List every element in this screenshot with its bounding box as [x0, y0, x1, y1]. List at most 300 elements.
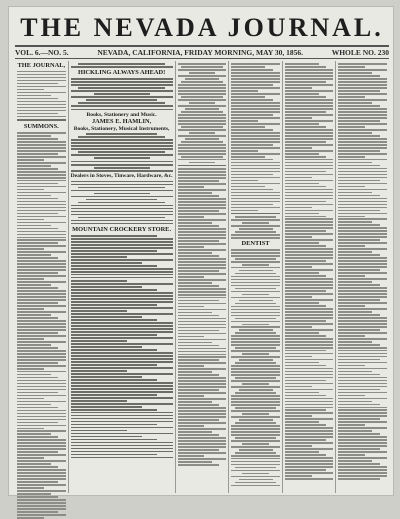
ad-listings-text: [71, 280, 173, 458]
text-line: [338, 454, 365, 456]
text-line: [71, 105, 173, 107]
text-line: [285, 269, 334, 271]
text-line: [338, 374, 379, 376]
text-line: [231, 135, 280, 137]
text-line: [71, 280, 127, 282]
text-line: [71, 343, 173, 345]
text-line: [178, 180, 219, 182]
column-rule: [178, 165, 227, 166]
ad-heading-hickling: HICKLING ALWAYS AHEAD!: [77, 69, 166, 77]
text-line: [17, 98, 58, 100]
text-line: [235, 318, 276, 320]
text-line: [338, 421, 387, 423]
text-line: [285, 377, 334, 379]
text-line: [235, 273, 276, 275]
text-line: [285, 383, 334, 385]
text-line: [17, 101, 66, 103]
text-line: [17, 159, 44, 161]
text-line: [189, 102, 216, 104]
text-line: [338, 248, 387, 250]
text-line: [231, 171, 280, 173]
text-line: [94, 157, 150, 159]
text-line: [178, 342, 212, 344]
text-line: [285, 236, 312, 238]
text-line: [178, 395, 205, 397]
text-line: [71, 184, 173, 186]
text-line: [231, 186, 265, 188]
text-line: [231, 120, 258, 122]
text-line: [178, 318, 227, 320]
text-line: [338, 308, 387, 310]
text-line: [178, 410, 227, 412]
text-line: [231, 315, 280, 317]
text-line: [178, 404, 219, 406]
text-line: [71, 319, 158, 321]
text-line: [285, 329, 334, 331]
text-line: [231, 90, 258, 92]
text-line: [285, 290, 326, 292]
text-line: [17, 242, 58, 244]
text-line: [17, 514, 66, 516]
column-5-body-text: [285, 63, 334, 480]
text-line: [231, 81, 280, 83]
text-line: [17, 508, 66, 510]
text-line: [285, 365, 326, 367]
text-line: [71, 421, 173, 423]
text-line: [17, 132, 66, 134]
text-line: [71, 96, 173, 98]
text-line: [178, 362, 227, 364]
text-line: [71, 346, 142, 348]
text-line: [338, 401, 372, 403]
text-line: [285, 204, 334, 206]
text-line: [285, 368, 334, 370]
text-line: [71, 139, 173, 141]
text-line: [231, 282, 280, 284]
text-line: [285, 132, 334, 134]
text-line: [71, 307, 173, 309]
text-line: [285, 177, 312, 179]
text-line: [285, 213, 319, 215]
text-line: [17, 320, 66, 322]
text-line: [17, 237, 66, 239]
text-line: [71, 262, 142, 264]
text-line: [285, 356, 312, 358]
text-line: [17, 219, 44, 221]
text-line: [17, 365, 66, 367]
text-line: [178, 419, 219, 421]
text-line: [178, 431, 212, 433]
text-line: [17, 165, 51, 167]
text-line: [71, 268, 173, 270]
text-line: [17, 110, 66, 112]
text-line: [231, 285, 280, 287]
text-line: [242, 222, 269, 224]
text-line: [17, 275, 66, 277]
text-line: [17, 150, 66, 152]
text-line: [17, 231, 66, 233]
text-line: [71, 382, 173, 384]
text-line: [338, 415, 387, 417]
text-line: [285, 380, 326, 382]
text-line: [231, 87, 280, 89]
text-line: [17, 475, 66, 477]
text-line: [17, 389, 66, 391]
text-line: [17, 198, 58, 200]
text-line: [178, 425, 205, 427]
text-line: [178, 171, 227, 173]
text-line: [17, 177, 66, 179]
text-line: [17, 341, 66, 343]
text-line: [178, 461, 212, 463]
text-line: [178, 237, 227, 239]
text-line: [338, 383, 387, 385]
text-line: [178, 105, 227, 107]
text-line: [17, 269, 66, 271]
text-line: [338, 266, 387, 268]
text-line: [285, 424, 326, 426]
text-line: [285, 245, 326, 247]
text-line: [285, 359, 334, 361]
text-line: [178, 365, 205, 367]
text-line: [178, 255, 219, 257]
text-line: [17, 428, 44, 430]
text-line: [338, 123, 387, 125]
text-line: [71, 406, 142, 408]
text-line: [285, 87, 312, 89]
text-line: [231, 99, 272, 101]
text-line: [71, 352, 173, 354]
text-line: [71, 349, 158, 351]
text-line: [181, 96, 222, 98]
ad-hickling-text: [71, 78, 173, 107]
text-line: [285, 221, 334, 223]
text-line: [285, 227, 334, 229]
text-line: [285, 457, 334, 459]
text-line: [231, 138, 280, 140]
text-line: [231, 386, 280, 388]
column-rule: [71, 223, 173, 224]
text-line: [71, 265, 158, 267]
text-line: [285, 299, 334, 301]
text-line: [231, 440, 280, 442]
text-line: [285, 302, 319, 304]
text-line: [285, 404, 334, 406]
text-line: [71, 90, 173, 92]
text-line: [71, 313, 173, 315]
text-line: [285, 338, 334, 340]
text-line: [338, 362, 387, 364]
text-line: [231, 464, 280, 466]
text-line: [285, 260, 326, 262]
text-line: [17, 433, 51, 435]
text-line: [338, 478, 379, 480]
text-line: [17, 162, 66, 164]
text-line: [17, 422, 58, 424]
text-line: [338, 395, 365, 397]
ad-crockery-text: [71, 235, 173, 275]
text-line: [17, 254, 51, 256]
text-line: [178, 195, 219, 197]
text-line: [17, 239, 66, 241]
text-line: [178, 234, 227, 236]
newspaper-page: [8, 6, 394, 496]
text-line: [285, 460, 334, 462]
text-line: [285, 401, 334, 403]
text-line: [285, 344, 334, 346]
text-line: [17, 469, 66, 471]
text-line: [94, 167, 150, 169]
text-line: [178, 174, 227, 176]
text-line: [17, 266, 66, 268]
text-line: [17, 377, 58, 379]
text-line: [239, 419, 273, 421]
publisher-notice-text: [17, 71, 66, 117]
text-line: [338, 347, 387, 349]
text-line: [285, 135, 334, 137]
text-line: [17, 222, 66, 224]
text-line: [17, 138, 58, 140]
text-line: [17, 153, 58, 155]
text-line: [338, 78, 387, 80]
text-line: [231, 458, 280, 460]
text-line: [178, 87, 227, 89]
text-line: [231, 63, 280, 65]
text-line: [338, 111, 387, 113]
newspaper-masthead: THE NEVADA JOURNAL.: [20, 13, 384, 42]
text-line: [178, 392, 227, 394]
text-line: [17, 487, 44, 489]
text-line: [231, 72, 280, 74]
text-line: [285, 436, 334, 438]
text-line: [285, 123, 319, 125]
text-line: [338, 326, 387, 328]
text-line: [338, 427, 387, 429]
text-line: [235, 231, 276, 233]
text-line: [338, 398, 387, 400]
text-line: [285, 198, 334, 200]
text-line: [285, 150, 334, 152]
text-line: [178, 135, 227, 137]
text-line: [17, 308, 44, 310]
text-line: [285, 96, 326, 98]
text-line: [231, 485, 280, 487]
text-line: [178, 273, 227, 275]
text-line: [17, 496, 58, 498]
text-line: [231, 446, 280, 448]
text-line: [285, 442, 334, 444]
text-line: [285, 427, 334, 429]
text-line: [78, 63, 165, 65]
text-line: [231, 105, 280, 107]
text-line: [239, 270, 273, 272]
text-line: [338, 171, 387, 173]
text-line: [231, 410, 280, 412]
text-line: [71, 274, 173, 276]
text-line: [17, 210, 66, 212]
text-line: [231, 84, 272, 86]
text-line: [17, 263, 66, 265]
text-line: [285, 296, 312, 298]
text-line: [178, 351, 227, 353]
text-line: [17, 171, 66, 173]
text-line: [338, 66, 365, 68]
text-line: [71, 424, 158, 426]
text-line: [338, 389, 379, 391]
text-line: [285, 75, 334, 77]
text-line: [231, 338, 280, 340]
text-line: [78, 136, 165, 138]
text-line: [285, 475, 312, 477]
text-line: [242, 473, 269, 475]
text-line: [17, 329, 66, 331]
text-line: [285, 69, 334, 71]
text-line: [178, 264, 227, 266]
text-line: [71, 142, 173, 144]
ad-intro-text: [71, 63, 173, 68]
text-line: [71, 170, 173, 172]
text-line: [71, 322, 173, 324]
text-line: [285, 326, 312, 328]
text-line: [17, 77, 66, 79]
text-line: [285, 469, 326, 471]
text-line: [178, 231, 227, 233]
text-line: [285, 451, 319, 453]
text-line: [338, 105, 379, 107]
text-line: [338, 99, 387, 101]
text-line: [71, 253, 173, 255]
text-line: [231, 153, 280, 155]
text-line: [338, 323, 387, 325]
text-line: [338, 442, 387, 444]
text-line: [71, 211, 173, 213]
text-line: [178, 276, 205, 278]
text-line: [338, 102, 372, 104]
text-line: [338, 141, 387, 143]
text-line: [338, 135, 379, 137]
text-line: [285, 418, 334, 420]
text-line: [231, 395, 280, 397]
text-line: [17, 83, 58, 85]
text-line: [178, 297, 227, 299]
text-line: [338, 439, 387, 441]
text-line: [178, 201, 227, 203]
text-line: [285, 371, 334, 373]
text-line: [17, 287, 58, 289]
text-line: [231, 261, 280, 263]
text-line: [178, 183, 227, 185]
text-line: [285, 147, 312, 149]
text-line: [338, 305, 365, 307]
text-line: [231, 156, 265, 158]
text-line: [231, 368, 280, 370]
dateline: [15, 47, 389, 58]
text-line: [285, 63, 319, 65]
text-line: [231, 255, 280, 257]
text-line: [17, 344, 51, 346]
text-line: [71, 304, 158, 306]
text-line: [178, 455, 205, 457]
text-line: [338, 186, 365, 188]
text-line: [235, 452, 276, 454]
text-line: [181, 66, 222, 68]
text-line: [338, 311, 372, 313]
text-line: [231, 168, 280, 170]
text-line: [231, 428, 280, 430]
text-line: [17, 368, 44, 370]
text-line: [178, 207, 227, 209]
text-line: [178, 386, 227, 388]
text-line: [231, 75, 280, 77]
text-line: [338, 257, 387, 259]
text-line: [178, 69, 227, 71]
text-line: [71, 250, 158, 252]
text-line: [338, 75, 379, 77]
text-line: [178, 177, 227, 179]
text-line: [71, 409, 158, 411]
text-line: [178, 380, 227, 382]
text-line: [285, 374, 334, 376]
text-line: [338, 251, 372, 253]
column-rule: [71, 109, 173, 110]
text-line: [178, 368, 227, 370]
text-line: [285, 120, 334, 122]
text-line: [86, 133, 157, 135]
text-line: [71, 316, 142, 318]
text-line: [71, 256, 127, 258]
ad-stoves-intro: [71, 164, 173, 172]
text-line: [235, 216, 276, 218]
text-line: [17, 383, 66, 385]
text-line: [338, 177, 387, 179]
text-line: [285, 272, 319, 274]
text-line: [338, 242, 387, 244]
text-line: [178, 300, 219, 302]
place-and-date: NEVADA, CALIFORNIA, FRIDAY MORNING, MAY 30, 1856.: [97, 48, 303, 57]
text-line: [338, 174, 387, 176]
text-line: [71, 376, 142, 378]
text-line: [338, 216, 365, 218]
text-line: [285, 251, 334, 253]
text-line: [71, 196, 173, 198]
text-line: [71, 430, 127, 432]
text-line: [338, 424, 365, 426]
text-line: [178, 285, 219, 287]
text-line: [338, 302, 387, 304]
text-line: [231, 159, 272, 161]
text-line: [338, 418, 379, 420]
column-rule: [231, 213, 280, 214]
text-line: [231, 174, 272, 176]
text-line: [17, 89, 44, 91]
column-3: [176, 61, 230, 493]
text-line: [338, 189, 387, 191]
text-line: [178, 303, 227, 305]
text-line: [338, 150, 379, 152]
text-line: [285, 466, 334, 468]
text-line: [189, 162, 216, 164]
text-line: [235, 288, 276, 290]
text-line: [71, 154, 173, 156]
text-line: [71, 286, 142, 288]
text-line: [71, 235, 158, 237]
text-line: [338, 377, 387, 379]
ad-heading-crockery-store: MOUNTAIN CROCKERY STORE.: [72, 226, 172, 234]
text-line: [17, 302, 58, 304]
text-line: [71, 337, 173, 339]
column-2-advertisements: [69, 61, 176, 493]
text-line: [17, 326, 66, 328]
